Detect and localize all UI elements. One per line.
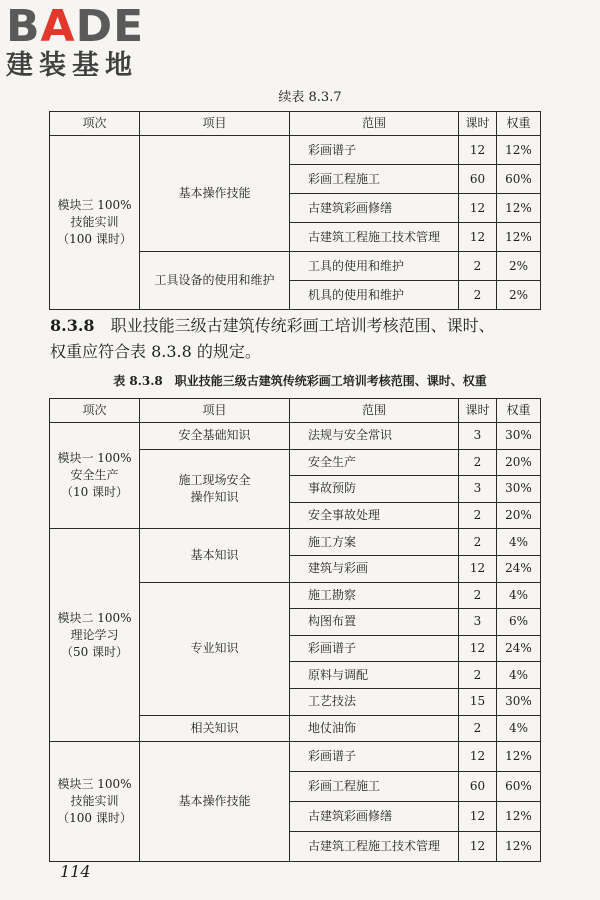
weight-cell: 4% bbox=[497, 715, 541, 742]
hours-cell: 12 bbox=[459, 194, 497, 223]
hours-cell: 15 bbox=[459, 688, 497, 715]
weight-cell: 30% bbox=[497, 476, 541, 503]
header-hours: 课时 bbox=[459, 112, 497, 136]
hours-cell: 12 bbox=[459, 832, 497, 862]
page-number: 114 bbox=[60, 862, 91, 881]
weight-cell: 60% bbox=[497, 772, 541, 802]
range-cell: 彩画谱子 bbox=[290, 136, 459, 165]
weight-cell: 12% bbox=[497, 194, 541, 223]
weight-cell: 12% bbox=[497, 802, 541, 832]
table-row bbox=[50, 742, 541, 772]
item-cell: 安全基础知识 bbox=[140, 423, 290, 450]
range-cell: 机具的使用和维护 bbox=[290, 281, 459, 310]
range-cell: 彩画工程施工 bbox=[290, 772, 459, 802]
hours-cell: 12 bbox=[459, 635, 497, 662]
table-8-3-7-continued bbox=[49, 111, 541, 310]
module-cell: 模块三 100% 技能实训 （100 课时） bbox=[50, 136, 140, 310]
hours-cell: 60 bbox=[459, 772, 497, 802]
header-range: 范围 bbox=[290, 399, 459, 423]
weight-cell: 30% bbox=[497, 423, 541, 450]
header-item: 项目 bbox=[140, 112, 290, 136]
range-cell: 法规与安全常识 bbox=[290, 423, 459, 450]
range-cell: 施工勘察 bbox=[290, 582, 459, 609]
weight-cell: 24% bbox=[497, 555, 541, 582]
table2-caption: 表 8.3.8 职业技能三级古建筑传统彩画工培训考核范围、课时、权重 bbox=[113, 374, 487, 388]
item-cell: 基本操作技能 bbox=[140, 136, 290, 252]
weight-cell: 6% bbox=[497, 609, 541, 636]
range-cell: 古建筑彩画修缮 bbox=[290, 194, 459, 223]
range-cell: 地仗油饰 bbox=[290, 715, 459, 742]
range-cell: 彩画谱子 bbox=[290, 635, 459, 662]
hours-cell: 3 bbox=[459, 476, 497, 503]
item-cell: 相关知识 bbox=[140, 715, 290, 742]
header-range: 范围 bbox=[290, 112, 459, 136]
clause-text-line2: 权重应符合表 8.3.8 的规定。 bbox=[50, 342, 261, 361]
range-cell: 彩画谱子 bbox=[290, 742, 459, 772]
header-weight: 权重 bbox=[497, 112, 541, 136]
table-row bbox=[50, 136, 541, 165]
weight-cell: 20% bbox=[497, 449, 541, 476]
hours-cell: 2 bbox=[459, 715, 497, 742]
range-cell: 安全生产 bbox=[290, 449, 459, 476]
item-cell: 工具设备的使用和维护 bbox=[140, 252, 290, 310]
range-cell: 原料与调配 bbox=[290, 662, 459, 689]
hours-cell: 60 bbox=[459, 165, 497, 194]
module-cell: 模块三 100% 技能实训 （100 课时） bbox=[50, 742, 140, 862]
range-cell: 工具的使用和维护 bbox=[290, 252, 459, 281]
range-cell: 工艺技法 bbox=[290, 688, 459, 715]
weight-cell: 12% bbox=[497, 742, 541, 772]
header-item-no: 项次 bbox=[50, 399, 140, 423]
weight-cell: 30% bbox=[497, 688, 541, 715]
logo bbox=[6, 1, 145, 82]
hours-cell: 3 bbox=[459, 609, 497, 636]
table1-caption: 续表 8.3.7 bbox=[278, 90, 342, 105]
weight-cell: 12% bbox=[497, 136, 541, 165]
weight-cell: 20% bbox=[497, 502, 541, 529]
hours-cell: 12 bbox=[459, 555, 497, 582]
item-cell: 专业知识 bbox=[140, 582, 290, 715]
range-cell: 古建筑彩画修缮 bbox=[290, 802, 459, 832]
clause-number: 8.3.8 bbox=[50, 316, 95, 335]
header-item: 项目 bbox=[140, 399, 290, 423]
header-weight: 权重 bbox=[497, 399, 541, 423]
range-cell: 安全事故处理 bbox=[290, 502, 459, 529]
clause-text-line1: 职业技能三级古建筑传统彩画工培训考核范围、课时、 bbox=[110, 316, 495, 335]
header-item-no: 项次 bbox=[50, 112, 140, 136]
weight-cell: 2% bbox=[497, 252, 541, 281]
hours-cell: 2 bbox=[459, 281, 497, 310]
hours-cell: 12 bbox=[459, 136, 497, 165]
hours-cell: 12 bbox=[459, 802, 497, 832]
range-cell: 施工方案 bbox=[290, 529, 459, 556]
item-cell: 基本操作技能 bbox=[140, 742, 290, 862]
weight-cell: 4% bbox=[497, 582, 541, 609]
weight-cell: 12% bbox=[497, 223, 541, 252]
range-cell: 古建筑工程施工技术管理 bbox=[290, 223, 459, 252]
item-cell: 施工现场安全 操作知识 bbox=[140, 449, 290, 529]
hours-cell: 3 bbox=[459, 423, 497, 450]
hours-cell: 2 bbox=[459, 449, 497, 476]
item-cell: 基本知识 bbox=[140, 529, 290, 582]
logo-wordmark: BADE bbox=[6, 1, 145, 52]
hours-cell: 12 bbox=[459, 223, 497, 252]
table-row bbox=[50, 529, 541, 556]
range-cell: 古建筑工程施工技术管理 bbox=[290, 832, 459, 862]
range-cell: 事故预防 bbox=[290, 476, 459, 503]
hours-cell: 12 bbox=[459, 742, 497, 772]
clause-8-3-8 bbox=[50, 313, 550, 365]
hours-cell: 2 bbox=[459, 582, 497, 609]
weight-cell: 24% bbox=[497, 635, 541, 662]
table-8-3-8 bbox=[49, 398, 541, 862]
range-cell: 构图布置 bbox=[290, 609, 459, 636]
hours-cell: 2 bbox=[459, 529, 497, 556]
weight-cell: 4% bbox=[497, 529, 541, 556]
hours-cell: 2 bbox=[459, 662, 497, 689]
hours-cell: 2 bbox=[459, 252, 497, 281]
logo-subtitle: 建装基地 bbox=[6, 50, 138, 81]
table-row bbox=[50, 423, 541, 450]
module-cell: 模块二 100% 理论学习 （50 课时） bbox=[50, 529, 140, 742]
weight-cell: 2% bbox=[497, 281, 541, 310]
range-cell: 建筑与彩画 bbox=[290, 555, 459, 582]
weight-cell: 12% bbox=[497, 832, 541, 862]
weight-cell: 60% bbox=[497, 165, 541, 194]
weight-cell: 4% bbox=[497, 662, 541, 689]
range-cell: 彩画工程施工 bbox=[290, 165, 459, 194]
header-hours: 课时 bbox=[459, 399, 497, 423]
hours-cell: 2 bbox=[459, 502, 497, 529]
module-cell: 模块一 100% 安全生产 （10 课时） bbox=[50, 423, 140, 529]
